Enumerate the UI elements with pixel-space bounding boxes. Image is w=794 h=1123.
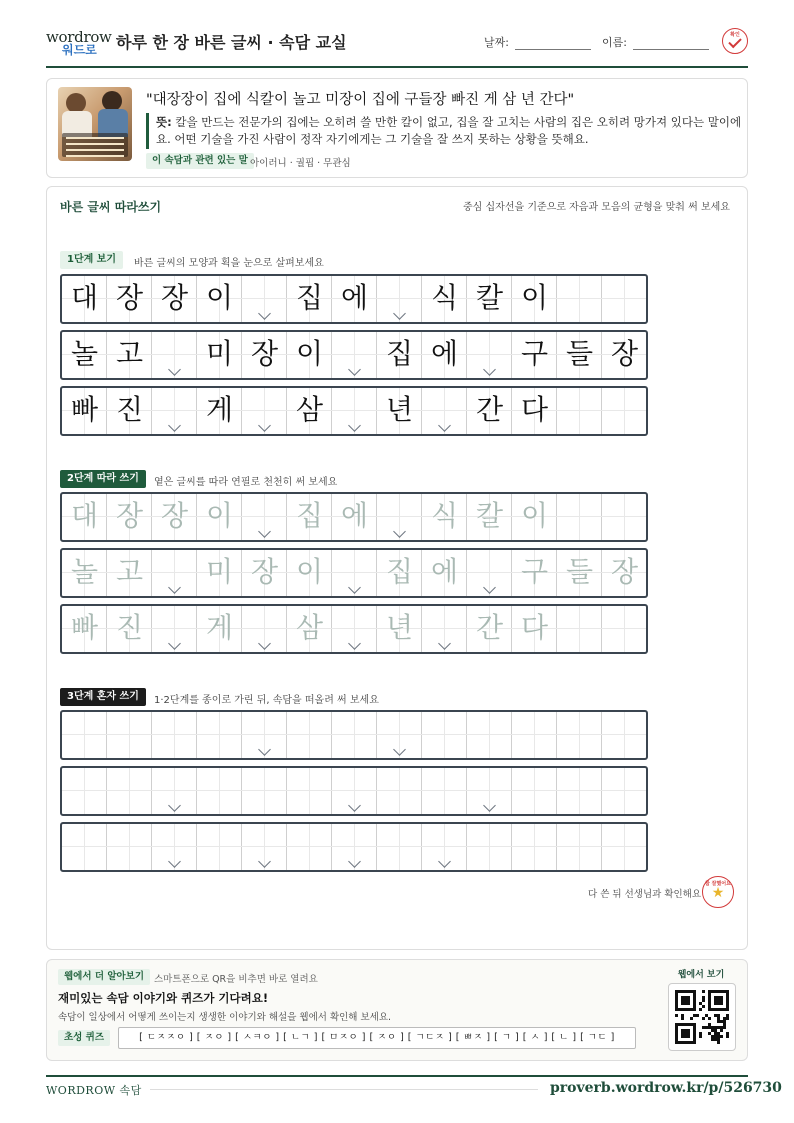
model-character: 다 bbox=[520, 393, 549, 426]
related-words-tag: 이 속담과 관련 있는 말 bbox=[146, 153, 254, 169]
space-mark-icon bbox=[348, 419, 361, 432]
qr-label: 웹에서 보기 bbox=[677, 970, 725, 980]
model-character: 이 bbox=[295, 337, 324, 370]
space-mark-icon bbox=[483, 581, 496, 594]
model-character: 에 bbox=[340, 281, 369, 314]
name-label: 이름: bbox=[602, 36, 627, 49]
meaning-text: 칼을 만드는 전문가의 집에는 오히려 쓸 만한 칼이 없고, 집을 잘 고치는 사람의 집은 오히려 망가져 있다는 말이에요. 어떤 기술을 가진 사람이 정작 자기에게는 그 기술을 잘 쓰지 못하는 상황을 뜻해요. bbox=[156, 115, 742, 146]
model-character: 에 bbox=[430, 337, 459, 370]
trace-character: 빠 bbox=[70, 611, 99, 644]
model-character: 집 bbox=[295, 281, 324, 314]
date-field[interactable] bbox=[484, 34, 591, 50]
web-more-tag: 웹에서 더 알아보기 bbox=[58, 969, 150, 985]
meaning-accent-bar bbox=[146, 113, 149, 149]
proverb-quote: "대장장이 집에 식칼이 놀고 미장이 집에 구들장 빠진 게 삼 년 간다" bbox=[146, 92, 575, 108]
space-mark-icon bbox=[483, 363, 496, 376]
model-character: 장 bbox=[115, 281, 144, 314]
practice-title: 바른 글씨 따라쓰기 bbox=[60, 200, 162, 214]
writing-row bbox=[60, 330, 648, 380]
good-job-stamp-label: 참 잘했어요 bbox=[705, 881, 731, 887]
stage1-tag: 1단계 보기 bbox=[60, 251, 123, 269]
initial-quiz-tag: 초성 퀴즈 bbox=[58, 1030, 110, 1046]
teacher-check-text: 다 쓴 뒤 선생님과 확인해요 bbox=[588, 889, 702, 900]
space-mark-icon bbox=[393, 525, 406, 538]
star-icon: ★ bbox=[711, 885, 725, 901]
trace-character: 삼 bbox=[295, 611, 324, 644]
writing-row[interactable] bbox=[60, 766, 648, 816]
stage3-desc: 1·2단계를 종이로 가린 뒤, 속담을 떠올려 써 보세요 bbox=[154, 695, 379, 706]
trace-character: 년 bbox=[385, 611, 414, 644]
space-mark-icon bbox=[168, 799, 181, 812]
space-mark-icon bbox=[258, 855, 271, 868]
footer-brand: WORDROW 속담 bbox=[46, 1084, 142, 1097]
model-character: 장 bbox=[610, 337, 639, 370]
trace-character: 이 bbox=[205, 499, 234, 532]
trace-character: 고 bbox=[115, 555, 144, 588]
wordrow-logo bbox=[46, 28, 112, 58]
trace-character: 장 bbox=[250, 555, 279, 588]
space-mark-icon bbox=[483, 799, 496, 812]
space-mark-icon bbox=[438, 419, 451, 432]
space-mark-icon bbox=[348, 581, 361, 594]
trace-character: 집 bbox=[385, 555, 414, 588]
model-character: 놀 bbox=[70, 337, 99, 370]
model-character: 구 bbox=[520, 337, 549, 370]
writing-row[interactable] bbox=[60, 604, 648, 654]
space-mark-icon bbox=[168, 419, 181, 432]
trace-character: 식 bbox=[430, 499, 459, 532]
good-job-stamp-icon bbox=[702, 876, 734, 908]
model-character: 년 bbox=[385, 393, 414, 426]
trace-character: 다 bbox=[520, 611, 549, 644]
model-character: 이 bbox=[205, 281, 234, 314]
trace-character: 이 bbox=[520, 499, 549, 532]
trace-character: 간 bbox=[475, 611, 504, 644]
stage2-tag: 2단계 따라 쓰기 bbox=[60, 470, 146, 488]
space-mark-icon bbox=[258, 743, 271, 756]
date-line bbox=[515, 37, 591, 50]
trace-character: 이 bbox=[295, 555, 324, 588]
space-mark-icon bbox=[438, 855, 451, 868]
footer-divider bbox=[46, 1075, 748, 1077]
model-character: 장 bbox=[250, 337, 279, 370]
name-line bbox=[633, 37, 709, 50]
trace-character: 미 bbox=[205, 555, 234, 588]
qr-code-icon bbox=[675, 990, 729, 1044]
trace-character: 장 bbox=[115, 499, 144, 532]
trace-character: 칼 bbox=[475, 499, 504, 532]
footer-line bbox=[150, 1089, 538, 1090]
space-mark-icon bbox=[258, 307, 271, 320]
model-character: 고 bbox=[115, 337, 144, 370]
model-character: 간 bbox=[475, 393, 504, 426]
trace-character: 장 bbox=[610, 555, 639, 588]
proverb-meaning bbox=[156, 114, 746, 148]
space-mark-icon bbox=[393, 743, 406, 756]
model-character: 식 bbox=[430, 281, 459, 314]
web-description: 속담이 일상에서 어떻게 쓰이는지 생생한 이야기와 해설을 웹에서 확인해 보세요. bbox=[58, 1012, 392, 1023]
page-title: 하루 한 장 바른 글씨 · 속담 교실 bbox=[116, 33, 347, 52]
web-headline: 재미있는 속담 이야기와 퀴즈가 기다려요! bbox=[58, 991, 269, 1005]
logo-bottom-text: 워드로 bbox=[62, 43, 97, 57]
qr-code[interactable] bbox=[668, 983, 736, 1051]
model-character: 빠 bbox=[70, 393, 99, 426]
space-mark-icon bbox=[393, 307, 406, 320]
writing-row bbox=[60, 386, 648, 436]
model-character: 미 bbox=[205, 337, 234, 370]
model-character: 들 bbox=[565, 337, 594, 370]
writing-row bbox=[60, 274, 648, 324]
space-mark-icon bbox=[168, 637, 181, 650]
footer-url[interactable]: proverb.wordrow.kr/p/526730 bbox=[550, 1080, 782, 1096]
check-stamp-label: 확인 bbox=[730, 32, 740, 38]
related-words: 아이러니 · 궐핍 · 무관심 bbox=[250, 158, 351, 169]
stage2-desc: 옅은 글씨를 따라 연필로 천천히 써 보세요 bbox=[154, 477, 338, 488]
initial-quiz-box: [ ㄷㅈㅈㅇ ] [ ㅈㅇ ] [ ㅅㅋㅇ ] [ ㄴㄱ ] [ ㅁㅈㅇ ] [ ㅈㅇ ] [ ㄱㄷㅈ ] [ ㅃㅈ ] [ ㄱ ] [ ㅅ ] [ ㄴ ] [ ㄱㄷ ] bbox=[118, 1027, 636, 1049]
model-character: 집 bbox=[385, 337, 414, 370]
space-mark-icon bbox=[258, 637, 271, 650]
trace-character: 게 bbox=[205, 611, 234, 644]
model-character: 대 bbox=[70, 281, 99, 314]
space-mark-icon bbox=[438, 637, 451, 650]
space-mark-icon bbox=[168, 581, 181, 594]
space-mark-icon bbox=[168, 855, 181, 868]
model-character: 장 bbox=[160, 281, 189, 314]
space-mark-icon bbox=[168, 363, 181, 376]
writing-row[interactable] bbox=[60, 710, 648, 760]
meaning-label: 뜻: bbox=[156, 115, 172, 129]
writing-row[interactable] bbox=[60, 492, 648, 542]
space-mark-icon bbox=[348, 637, 361, 650]
model-character: 게 bbox=[205, 393, 234, 426]
model-character: 삼 bbox=[295, 393, 324, 426]
trace-character: 에 bbox=[430, 555, 459, 588]
model-character: 칼 bbox=[475, 281, 504, 314]
proverb-illustration bbox=[58, 87, 132, 161]
logo-top-text: wordrow bbox=[46, 28, 112, 46]
trace-character: 장 bbox=[160, 499, 189, 532]
model-character: 이 bbox=[520, 281, 549, 314]
trace-character: 놀 bbox=[70, 555, 99, 588]
trace-character: 구 bbox=[520, 555, 549, 588]
trace-character: 진 bbox=[115, 611, 144, 644]
space-mark-icon bbox=[258, 419, 271, 432]
check-stamp-icon bbox=[722, 28, 748, 54]
name-field[interactable] bbox=[602, 34, 709, 50]
trace-character: 들 bbox=[565, 555, 594, 588]
stage3-tag: 3단계 혼자 쓰기 bbox=[60, 688, 146, 706]
space-mark-icon bbox=[348, 799, 361, 812]
header-divider bbox=[46, 66, 748, 68]
space-mark-icon bbox=[348, 855, 361, 868]
stage1-desc: 바른 글씨의 모양과 획을 눈으로 살펴보세요 bbox=[134, 258, 324, 269]
date-label: 날짜: bbox=[484, 36, 509, 49]
space-mark-icon bbox=[258, 525, 271, 538]
trace-character: 대 bbox=[70, 499, 99, 532]
writing-row[interactable] bbox=[60, 548, 648, 598]
trace-character: 에 bbox=[340, 499, 369, 532]
space-mark-icon bbox=[348, 363, 361, 376]
model-character: 진 bbox=[115, 393, 144, 426]
practice-hint: 중심 십자선을 기준으로 자음과 모음의 균형을 맞춰 써 보세요 bbox=[463, 202, 730, 213]
writing-row[interactable] bbox=[60, 822, 648, 872]
web-qr-hint: 스마트폰으로 QR을 비추면 바로 열려요 bbox=[154, 974, 318, 985]
trace-character: 집 bbox=[295, 499, 324, 532]
